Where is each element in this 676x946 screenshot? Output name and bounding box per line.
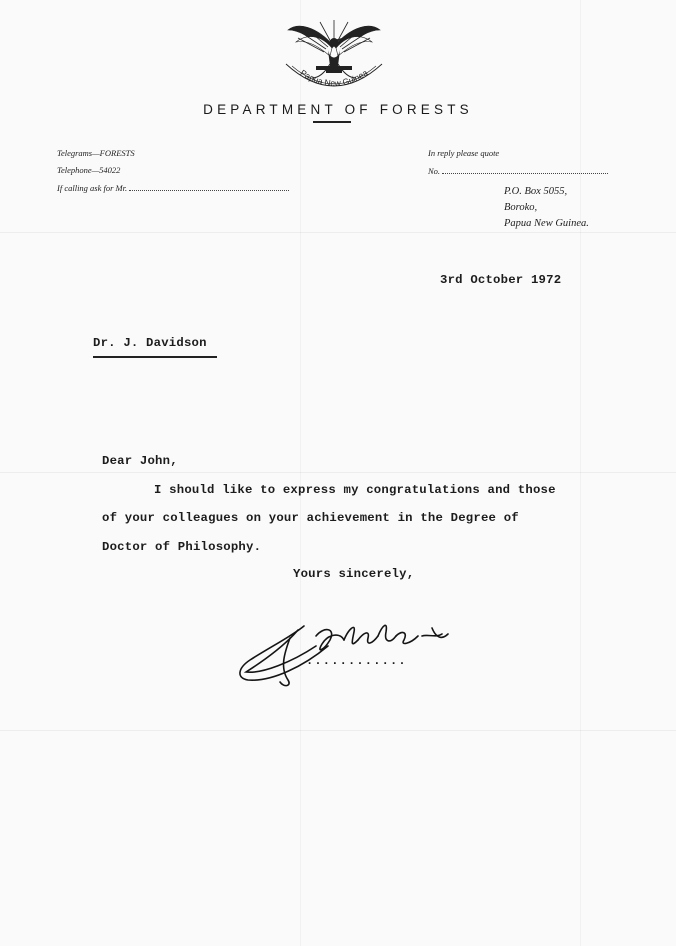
telephone-line: Telephone—54022 bbox=[57, 165, 121, 175]
address-line-2: Boroko, bbox=[504, 202, 538, 213]
calling-ask-dotted-field bbox=[129, 182, 289, 191]
paper-crease bbox=[0, 472, 676, 473]
salutation: Dear John, bbox=[102, 454, 178, 468]
recipient-underline bbox=[93, 356, 217, 358]
reply-no-line bbox=[428, 165, 608, 176]
body-line-3: Doctor of Philosophy. bbox=[102, 540, 262, 554]
reply-no-dotted-field bbox=[442, 165, 608, 174]
reply-no-label: No. bbox=[428, 166, 441, 176]
paper-crease bbox=[580, 0, 581, 946]
letter-date: 3rd October 1972 bbox=[440, 273, 562, 287]
bird-of-paradise-crest-icon bbox=[276, 16, 392, 92]
address-line-1: P.O. Box 5055, bbox=[504, 186, 568, 197]
telegrams-line: Telegrams—FORESTS bbox=[57, 148, 135, 158]
paper-crease bbox=[0, 730, 676, 731]
body-line-2: of your colleagues on your achievement in the Degree of bbox=[102, 511, 519, 525]
closing: Yours sincerely, bbox=[293, 567, 415, 581]
crest-caption: Papua New Guinea bbox=[298, 67, 370, 89]
department-title: DEPARTMENT OF FORESTS bbox=[203, 102, 473, 117]
calling-ask-line bbox=[57, 182, 289, 193]
reply-quote-label: In reply please quote bbox=[428, 148, 500, 158]
calling-ask-label: If calling ask for Mr. bbox=[57, 183, 128, 193]
address-line-3: Papua New Guinea. bbox=[504, 218, 589, 229]
paper-crease bbox=[0, 232, 676, 233]
body-line-1: I should like to express my congratulations and those bbox=[154, 483, 556, 497]
handwritten-signature bbox=[232, 616, 460, 688]
signature-dotted-line: ............ bbox=[306, 654, 407, 668]
paper-crease bbox=[300, 0, 301, 946]
recipient-name: Dr. J. Davidson bbox=[93, 336, 207, 350]
title-underline bbox=[313, 121, 351, 123]
